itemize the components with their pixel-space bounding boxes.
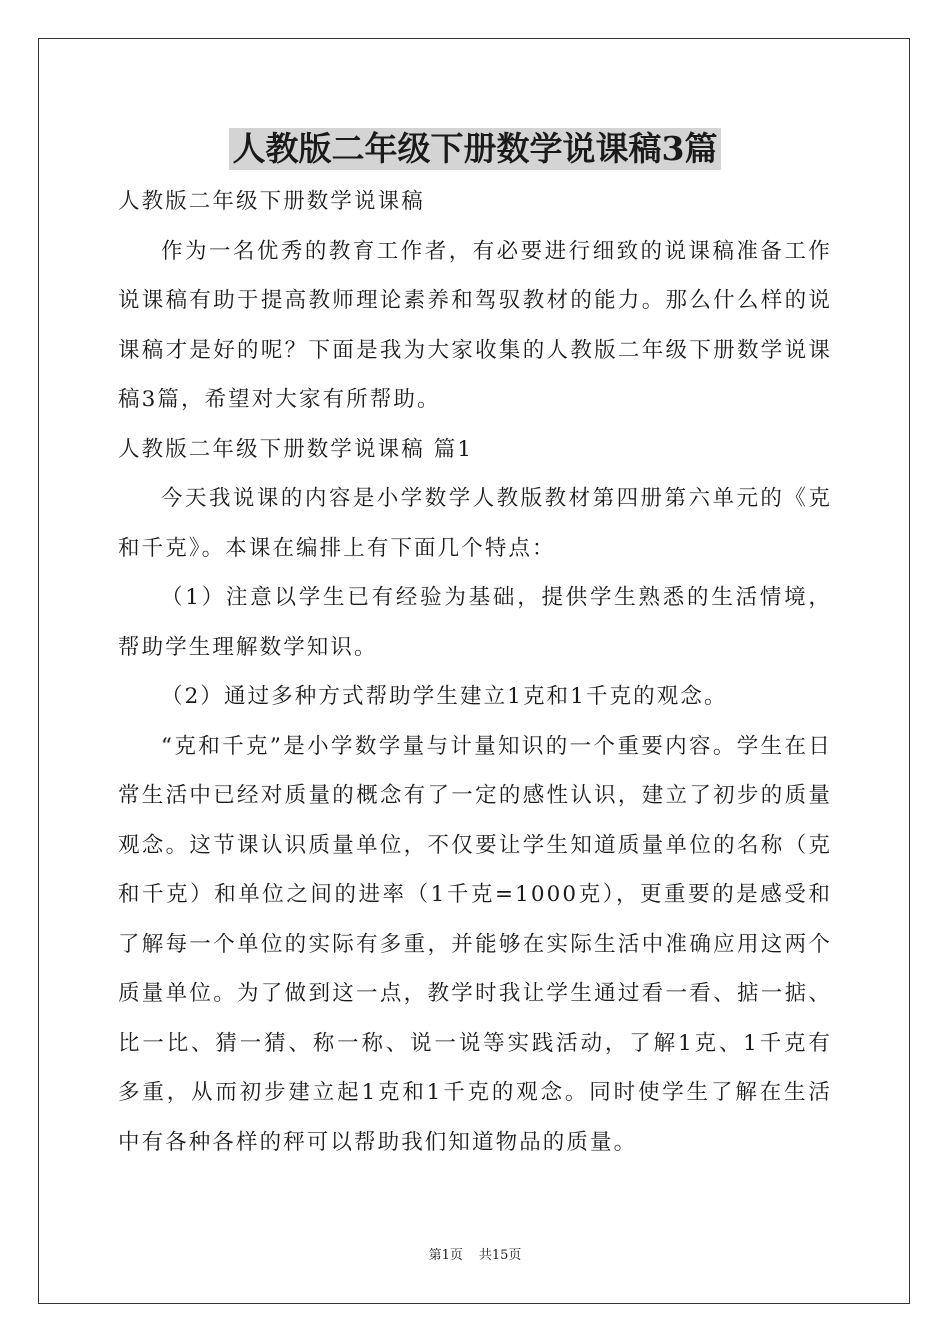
document-body: [118, 177, 832, 1167]
body-paragraph-2: “克和千克”是小学数学量与计量知识的一个重要内容。学生在日常生活中已经对质量的概念有了一定的感性认识，建立了初步的质量观念。这节课认识质量单位，不仅要让学生知道质量单位的名称（克和千克）和单位之间的进率（1千克=1000克），更重要的是感受和了解每一个单位的实际有多重，并能够在实际生活中准确应用这两个质量单位。为了做到这一点，教学时我让学生通过看一看、掂一掂、比一比、猜一猜、称一称、说一说等实践活动，了解1克、1千克有多重，从而初步建立起1克和1千克的观念。同时使学生了解在生活中有各种各样的秤可以帮助我们知道物品的质量。: [118, 733, 832, 1155]
page-number-current: 第1页: [428, 1248, 463, 1263]
page-number-total: 共15页: [478, 1248, 522, 1263]
section-heading-1: 人教版二年级下册数学说课稿 篇1: [118, 436, 474, 462]
document-title: 人教版二年级下册数学说课稿3篇: [229, 128, 722, 170]
feature-item-1: （1）注意以学生已有经验为基础，提供学生熟悉的生活情境，帮助学生理解数学知识。: [118, 585, 832, 660]
body-paragraph-1: 今天我说课的内容是小学数学人教版教材第四册第六单元的《克和千克》。本课在编排上有下面几个特点：: [118, 486, 832, 561]
subtitle-heading: 人教版二年级下册数学说课稿: [118, 189, 425, 214]
title-container: [0, 128, 950, 170]
page-footer: [0, 1248, 950, 1264]
intro-paragraph: 作为一名优秀的教育工作者，有必要进行细致的说课稿准备工作说课稿有助于提高教师理论素养和驾驭教材的能力。那么什么样的说课稿才是好的呢？下面是我为大家收集的人教版二年级下册数学说课稿3篇，希望对大家有所帮助。: [118, 238, 832, 412]
feature-item-2: （2）通过多种方式帮助学生建立1克和1千克的观念。: [161, 684, 728, 709]
